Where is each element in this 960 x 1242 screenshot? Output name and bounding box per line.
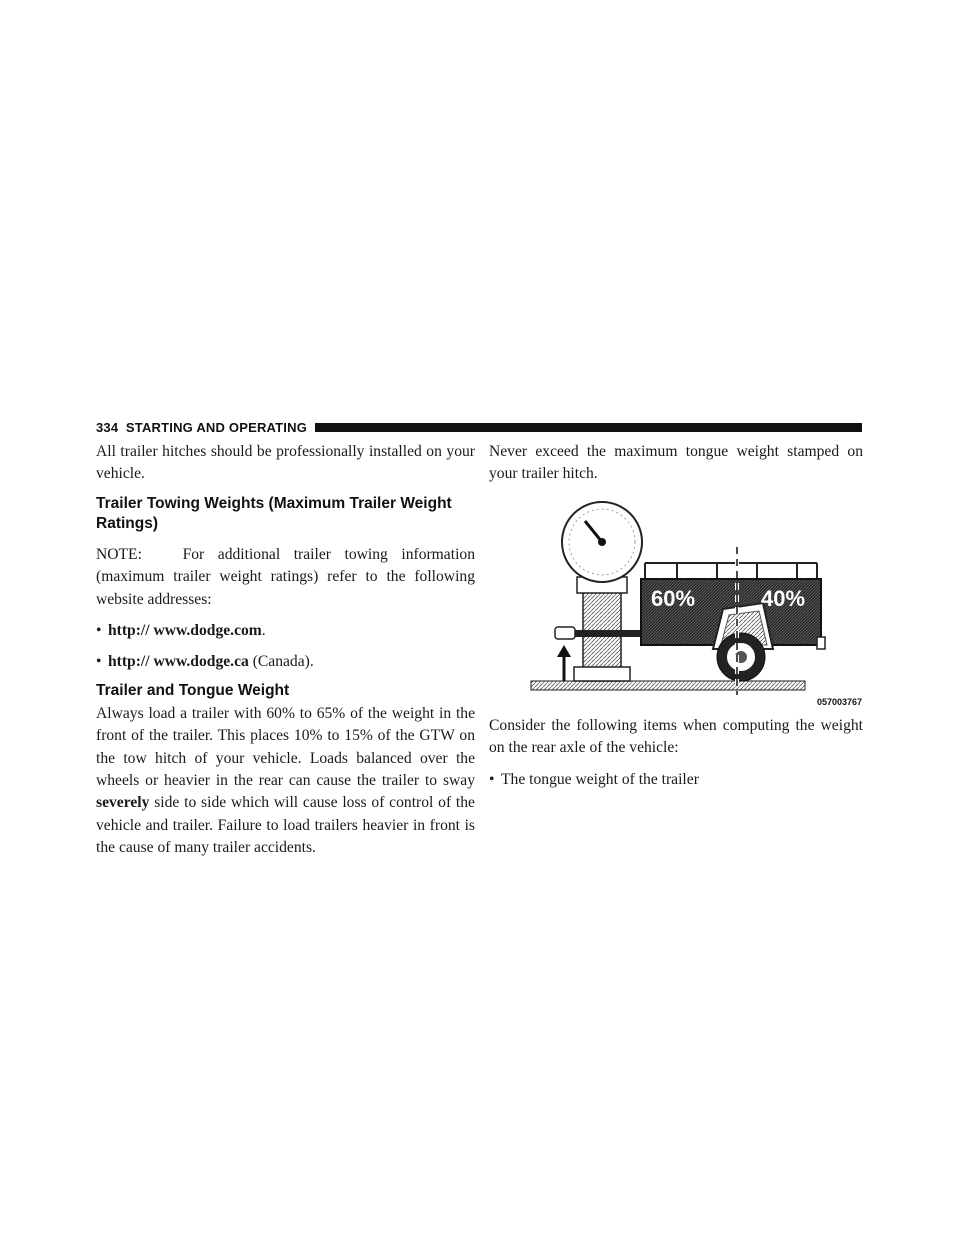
left-column <box>96 441 475 860</box>
trailer-weight-illustration <box>527 499 867 709</box>
page-header-text <box>96 420 307 435</box>
tongue-weight-paragraph <box>96 703 475 860</box>
header-rule <box>315 423 862 432</box>
right-column <box>489 441 863 791</box>
intro-paragraph: All trailer hitches should be professionally installed on your vehicle. <box>96 443 475 483</box>
figure-code: 057003767 <box>816 696 862 707</box>
link-item-dodge-com <box>96 620 475 642</box>
rear-weight-label: 40% <box>761 585 806 611</box>
wheel-icon <box>717 633 765 681</box>
section-title: STARTING AND OPERATING <box>125 419 308 435</box>
page-header <box>96 418 862 436</box>
link-item-dodge-ca <box>96 651 475 673</box>
body-text-part1: Always load a trailer with 60% to 65% of the weight in the front of the trailer. This places 10% to 15% of the GTW on the tow hitch of your vehicle. Loads balanced over the wheels or heavier in the rear can cause the trailer to sway <box>96 704 475 790</box>
up-arrow-icon <box>557 645 571 681</box>
heading-trailer-towing-weights: Trailer Towing Weights (Maximum Trailer Weight Ratings) <box>96 494 452 532</box>
bullet-icon: • <box>96 622 102 640</box>
note-label: NOTE: <box>96 545 142 563</box>
ground-platform <box>531 681 805 690</box>
hitch-coupler <box>555 627 575 639</box>
link-suffix: . <box>261 622 266 640</box>
never-exceed-paragraph: Never exceed the maximum tongue weight stamped on your trailer hitch. <box>489 443 863 483</box>
note-text: For additional trailer towing information (maximum trailer weight ratings) refer to the following website addresses: <box>96 545 475 608</box>
list-item <box>489 769 863 791</box>
heading-trailer-tongue-weight: Trailer and Tongue Weight <box>96 681 290 699</box>
list-item-text: The tongue weight of the trailer <box>501 770 699 788</box>
rear-light <box>817 637 825 649</box>
link-dodge-com[interactable]: http:// www.dodge.com <box>108 622 262 640</box>
scale-base <box>574 667 630 681</box>
body-text-part2: side to side which will cause loss of control of the vehicle and trailer. Failure to load trailers heavier in front is the cause of many trailer accidents. <box>96 794 475 857</box>
consider-paragraph: Consider the following items when computing the weight on the rear axle of the vehicle: <box>489 716 863 757</box>
trailer-weight-diagram <box>527 499 867 709</box>
page-number: 334 <box>96 419 119 435</box>
body-text-bold: severely <box>96 794 150 812</box>
bullet-icon: • <box>489 770 495 788</box>
front-weight-label: 60% <box>651 585 696 611</box>
link-dodge-ca[interactable]: http:// www.dodge.ca <box>108 653 249 671</box>
note-paragraph <box>96 544 475 611</box>
scale-gauge-icon <box>562 502 642 582</box>
bullet-icon: • <box>96 653 102 671</box>
link-suffix: (Canada). <box>252 653 314 671</box>
